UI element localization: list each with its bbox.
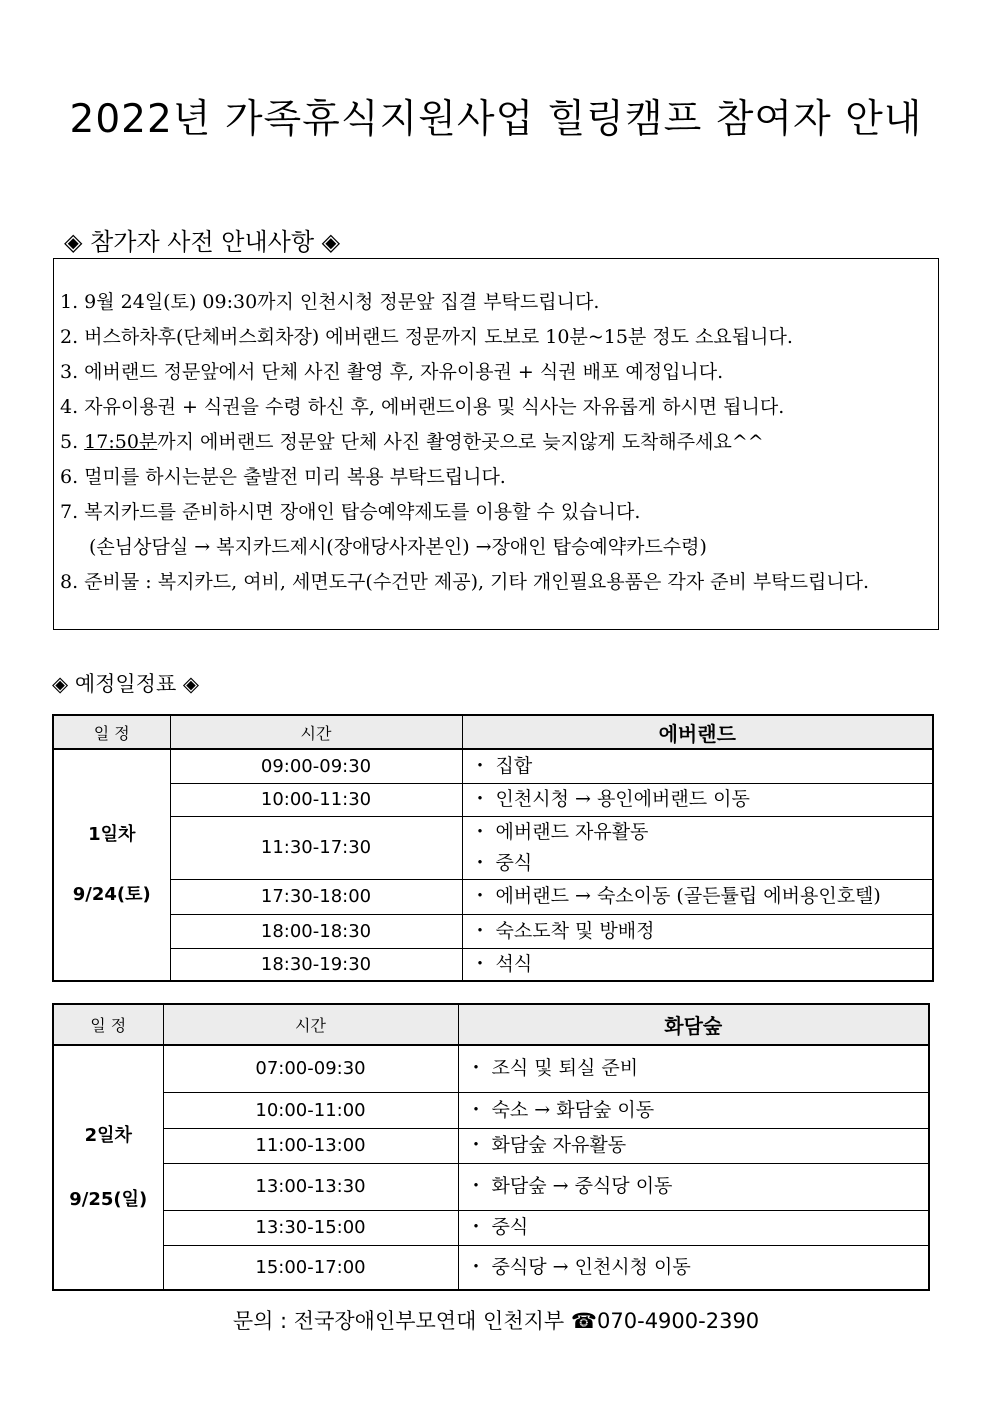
table-header-row bbox=[53, 1004, 929, 1045]
activity-cell bbox=[458, 1045, 929, 1092]
activity-text: ・ 중식 bbox=[470, 851, 533, 874]
activity-cell bbox=[458, 1128, 929, 1163]
time-cell: 07:00-09:30 bbox=[163, 1045, 458, 1092]
notice-item: 1. 9월 24일(토) 09:30까지 인천시청 정문앞 집결 부탁드립니다. bbox=[60, 291, 600, 313]
header-day: 일 정 bbox=[53, 715, 170, 749]
table-row bbox=[53, 783, 933, 816]
activity-text: ・ 에버랜드 자유활동 bbox=[470, 820, 649, 843]
activity-cell bbox=[458, 1163, 929, 1210]
time-cell: 18:30-19:30 bbox=[170, 948, 462, 981]
time-cell: 10:00-11:00 bbox=[163, 1092, 458, 1128]
time-cell: 09:00-09:30 bbox=[170, 749, 462, 783]
activity-text: ・ 인천시청 → 용인에버랜드 이동 bbox=[470, 788, 750, 810]
activity-text: ・ 집합 bbox=[470, 754, 533, 777]
page-title: 2022년 가족휴식지원사업 힐링캠프 참여자 안내 bbox=[69, 97, 923, 142]
time-cell: 15:00-17:00 bbox=[163, 1245, 458, 1290]
day-date: 9/25(일) bbox=[69, 1188, 148, 1210]
table-row bbox=[53, 816, 933, 879]
activity-text: ・ 화담숲 자유활동 bbox=[466, 1134, 627, 1156]
day-label: 2일차 bbox=[84, 1124, 132, 1146]
header-time: 시간 bbox=[163, 1004, 458, 1045]
activity-text: ・ 중식 bbox=[466, 1216, 529, 1238]
activity-text: ・ 조식 및 퇴실 준비 bbox=[466, 1057, 639, 1080]
notice-item-prefix: 5. bbox=[60, 431, 85, 453]
notice-item: 2. 버스하차후(단체버스회차장) 에버랜드 정문까지 도보로 10분~15분 정도 소요됩니다. bbox=[60, 326, 793, 348]
table-row bbox=[53, 1210, 929, 1245]
table-header-row bbox=[53, 715, 933, 749]
notice-item-detail: (손님상담실 → 복지카드제시(장애당사자본인) →장애인 탑승예약카드수령) bbox=[89, 536, 707, 558]
notice-item: 4. 자유이용권 + 식권을 수령 하신 후, 에버랜드이용 및 식사는 자유롭게 하시면 됩니다. bbox=[60, 396, 785, 418]
activity-text: ・ 숙소도착 및 방배정 bbox=[470, 919, 655, 942]
day1-schedule-table bbox=[52, 714, 934, 982]
header-venue: 화담숲 bbox=[458, 1004, 929, 1045]
header-day: 일 정 bbox=[53, 1004, 163, 1045]
day2-schedule-table bbox=[52, 1003, 930, 1291]
table-row bbox=[53, 1245, 929, 1290]
activity-text: ・ 화담숲 → 중식당 이동 bbox=[466, 1175, 673, 1197]
day-cell bbox=[53, 749, 170, 981]
table-row bbox=[53, 914, 933, 948]
activity-cell bbox=[462, 816, 933, 879]
header-venue: 에버랜드 bbox=[462, 715, 933, 749]
activity-cell bbox=[458, 1245, 929, 1290]
notice-item: 8. 준비물 : 복지카드, 여비, 세면도구(수건만 제공), 기타 개인필요용품은 각자 준비 부탁드립니다. bbox=[60, 571, 870, 593]
notice-item bbox=[60, 425, 869, 460]
activity-cell bbox=[462, 948, 933, 981]
notice-item: 3. 에버랜드 정문앞에서 단체 사진 촬영 후, 자유이용권 + 식권 배포 예정입니다. bbox=[60, 361, 724, 383]
notice-item: 6. 멀미를 하시는분은 출발전 미리 복용 부탁드립니다. bbox=[60, 466, 506, 488]
notice-item: 7. 복지카드를 준비하시면 장애인 탑승예약제도를 이용할 수 있습니다. bbox=[60, 501, 641, 523]
activity-text: ・ 중식당 → 인천시청 이동 bbox=[466, 1255, 691, 1278]
day-label: 1일차 bbox=[88, 824, 136, 845]
notice-list bbox=[60, 285, 869, 600]
activity-cell bbox=[462, 749, 933, 783]
time-cell: 18:00-18:30 bbox=[170, 914, 462, 948]
notice-deadline: 17:50분 bbox=[84, 431, 158, 453]
notice-item-rest: 까지 에버랜드 정문앞 단체 사진 촬영한곳으로 늦지않게 도착해주세요^^ bbox=[157, 431, 764, 453]
table-row bbox=[53, 1092, 929, 1128]
schedule-heading: ◈ 예정일정표 ◈ bbox=[52, 672, 200, 696]
time-cell: 10:00-11:30 bbox=[170, 783, 462, 816]
table-row bbox=[53, 1128, 929, 1163]
activity-cell bbox=[462, 783, 933, 816]
activity-text: ・ 석식 bbox=[470, 952, 533, 975]
activity-text: ・ 에버랜드 → 숙소이동 (골든튤립 에버용인호텔) bbox=[470, 885, 881, 907]
activity-text: ・ 숙소 → 화담숲 이동 bbox=[466, 1098, 655, 1121]
time-cell: 11:30-17:30 bbox=[170, 816, 462, 879]
table-row bbox=[53, 1163, 929, 1210]
time-cell: 11:00-13:00 bbox=[163, 1128, 458, 1163]
contact-footer: 문의 : 전국장애인부모연대 인천지부 ☎070-4900-2390 bbox=[232, 1309, 760, 1333]
day-cell bbox=[53, 1045, 163, 1290]
table-row bbox=[53, 1045, 929, 1092]
table-row bbox=[53, 948, 933, 981]
notice-heading: ◈ 참가자 사전 안내사항 ◈ bbox=[64, 228, 341, 256]
table-row bbox=[53, 749, 933, 783]
time-cell: 13:30-15:00 bbox=[163, 1210, 458, 1245]
time-cell: 17:30-18:00 bbox=[170, 879, 462, 914]
time-cell: 13:00-13:30 bbox=[163, 1163, 458, 1210]
day-date: 9/24(토) bbox=[72, 884, 151, 905]
activity-cell bbox=[462, 914, 933, 948]
activity-cell bbox=[462, 879, 933, 914]
table-row bbox=[53, 879, 933, 914]
header-time: 시간 bbox=[170, 715, 462, 749]
activity-cell bbox=[458, 1092, 929, 1128]
activity-cell bbox=[458, 1210, 929, 1245]
